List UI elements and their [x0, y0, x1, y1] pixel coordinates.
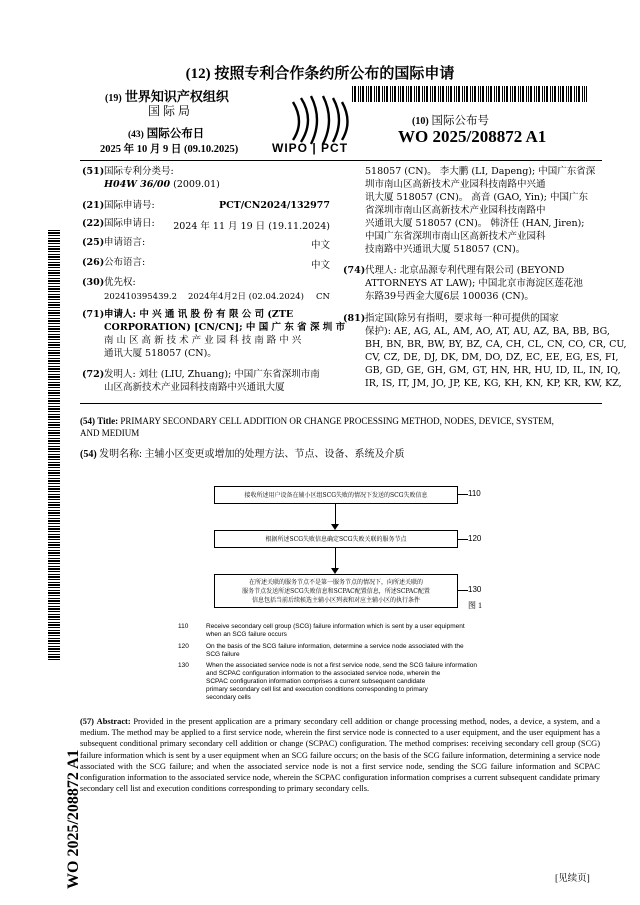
flow-step-110-box: 接收所述用户设备在辅小区组SCG失败的情况下发送的SCG失败信息	[214, 486, 458, 504]
figure-label: 图 1	[468, 601, 482, 610]
applicant-line3: 南 山 区 高 新 技 术 产 业 园 科 技 南 路 中 兴	[104, 335, 302, 346]
application-number-field: (21)国际申请号:	[82, 200, 155, 211]
step-120-number: 120	[468, 534, 482, 543]
priority-date: 2024年4月2日 (02.04.2024)	[188, 292, 304, 302]
side-publication-number: WO 2025/208872 A1	[65, 749, 82, 889]
applicant-field: (71)申请人: 中 兴 通 讯 股 份 有 限 公 司 (ZTE	[82, 309, 294, 320]
english-title: (54) Title: PRIMARY SECONDARY CELL ADDITION OR CHANGE PROCESSING METHOD, NODES, DEVICE, SYSTEM, AND MEDIUM	[80, 416, 554, 438]
priority-field: (30)优先权:	[82, 277, 136, 288]
agent-line3: 东路39号西金大厦6层 100036 (CN)。	[365, 291, 534, 302]
designated-states-line3: BH, BN, BR, BW, BY, BZ, CA, CH, CL, CN, CO, CR, CU,	[365, 339, 627, 350]
publication-language-value: 中文	[310, 260, 330, 271]
designated-states-line5: GB, GD, GE, GH, GM, GT, HN, HR, HU, ID, IL, IN, IQ,	[365, 365, 621, 376]
filing-date-field: (22)国际申请日:	[82, 218, 155, 229]
application-number-value: PCT/CN2024/132977	[218, 200, 330, 211]
publication-date-label: (43) 国际公布日	[128, 128, 205, 140]
abstract: (57) Abstract: Provided in the present application are a primary secondary cell addition or change processing method, nodes, a device, a system, and a medium. The method may be applied to a first service node, wherein the first service node is connected to a user equipment, and the user equipment has a subsequent conditional primary secondary cell addition or change (SCPAC) configuration. The method comprises: receiving secondary cell group (SCG) failure information which is sent by a user equipment when an SCG failure occurs; on the basis of the SCG failure information, determining a service node associated with the SCG failure; and when the associated service node is not a first service node, sending the SCG failure information and SCPAC configuration information to the associated service node, wherein the SCPAC configuration information comprises a current subsequent candidate primary secondary cell list and execution conditions corresponding to primary secondary cells.	[80, 717, 601, 794]
step-110-number: 110	[468, 489, 481, 498]
inventor-field: (72)发明人: 刘壮 (LIU, Zhuang); 中国广东省深圳市南	[82, 369, 320, 380]
ipc-value: H04W 36/00 (2009.01)	[104, 179, 220, 190]
inventor-continued-3: 讯大厦 518057 (CN)。 高音 (GAO, Yin); 中国广东	[365, 192, 588, 203]
barcode	[352, 86, 587, 102]
inventor-continued-2: 圳市南山区高新技术产业园科技南路中兴通	[365, 179, 546, 190]
publication-number-label: (10) 国际公布号	[412, 115, 490, 127]
inventor-continued-4: 省深圳市南山区高新技术产业园科技南路中	[365, 205, 546, 216]
filing-date-value: 2024 年 11 月 19 日 (19.11.2024)	[173, 221, 330, 232]
flow-step-120-box: 根据所述SCG失败信息确定SCG失败关联的服务节点	[214, 530, 458, 548]
inventor-continued-6: 中国广东省深圳市南山区高新技术产业园科	[365, 231, 546, 242]
header-divider	[80, 160, 602, 161]
inventor-continued-7: 技南路中兴通讯大厦 518057 (CN)。	[365, 244, 526, 255]
step-120-leader	[458, 539, 468, 540]
chinese-title: (54) 发明名称: 主辅小区变更或增加的处理方法、节点、设备、系统及介质	[80, 449, 405, 460]
designated-states-field: (81)指定国(除另有指明，要求每一种可提供的国家	[343, 313, 559, 324]
filing-language-field: (25)申请语言:	[82, 237, 146, 248]
designated-states-line4: CV, CZ, DE, DJ, DK, DM, DO, DZ, EC, EE, EG, ES, FI,	[365, 352, 619, 363]
step-110-leader	[458, 494, 468, 495]
legend-item-110: 110 Receive secondary cell group (SCG) failure information which is sent by a user equipment when an SCG failure occurs	[178, 623, 465, 638]
publication-number: WO 2025/208872 A1	[398, 127, 547, 146]
agent-field: (74)代理人: 北京品源专利代理有限公司 (BEYOND	[343, 265, 565, 276]
step-130-number: 130	[468, 585, 482, 594]
inventor-continued-1: 518057 (CN)。 李大鹏 (LI, Dapeng); 中国广东省深	[365, 166, 596, 177]
ipc-field: (51)国际专利分类号:	[82, 166, 174, 177]
priority-country: CN	[316, 292, 330, 302]
side-barcode	[48, 230, 60, 660]
organization-bureau: 国 际 局	[148, 104, 191, 118]
inventor-line2: 山区高新技术产业园科技南路中兴通讯大厦	[104, 382, 285, 393]
designated-states-line2: 保护): AE, AG, AL, AM, AO, AT, AU, AZ, BA, BB, BG,	[365, 326, 610, 337]
flow-step-130-box: 在所述关联的服务节点不是第一服务节点的情况下，向所述关联的 服务节点发送所述SCG失败信息和SCPAC配置信息，所述SCPAC配置 信息包括当前后续候选主辅小区列表和对应主辅小区的执行条件	[214, 574, 458, 608]
organization-name: (19) 世界知识产权组织	[105, 89, 229, 104]
legend-item-120: 120 On the basis of the SCG failure information, determine a service node associated with the SCG failure	[178, 643, 464, 658]
applicant-line4: 通讯大厦 518057 (CN)。	[104, 348, 217, 359]
legend-item-130: 130 When the associated service node is not a first service node, send the SCG failure information and SCPAC configuration information to the associated service node, wherein the SCPAC configuration information comprises a current subsequent candidate primary secondary cell list and execution conditions corresponding to primary secondary cells	[178, 662, 477, 701]
publication-language-field: (26)公布语言:	[82, 257, 146, 268]
continuation-marker: [见续页]	[555, 874, 590, 884]
step-130-leader	[458, 590, 468, 591]
publication-date: 2025 年 10 月 9 日 (09.10.2025)	[100, 144, 239, 155]
designated-states-line6: IR, IS, IT, JM, JO, JP, KE, KG, KH, KN, KP, KR, KW, KZ,	[365, 378, 622, 389]
agent-line2: ATTORNEYS AT LAW); 中国北京市海淀区莲花池	[365, 278, 583, 289]
wipo-pct-text: WIPO | PCT	[272, 141, 349, 155]
inventor-continued-5: 兴通讯大厦 518057 (CN)。 韩济任 (HAN, Jiren);	[365, 218, 585, 229]
priority-number: 202410395439.2	[104, 292, 178, 302]
fields-divider	[80, 403, 602, 404]
applicant-line2: CORPORATION) [CN/CN]; 中 国 广 东 省 深 圳 市	[104, 322, 346, 333]
filing-language-value: 中文	[310, 240, 330, 251]
document-type-title: (12) 按照专利合作条约所公布的国际申请	[185, 66, 455, 82]
